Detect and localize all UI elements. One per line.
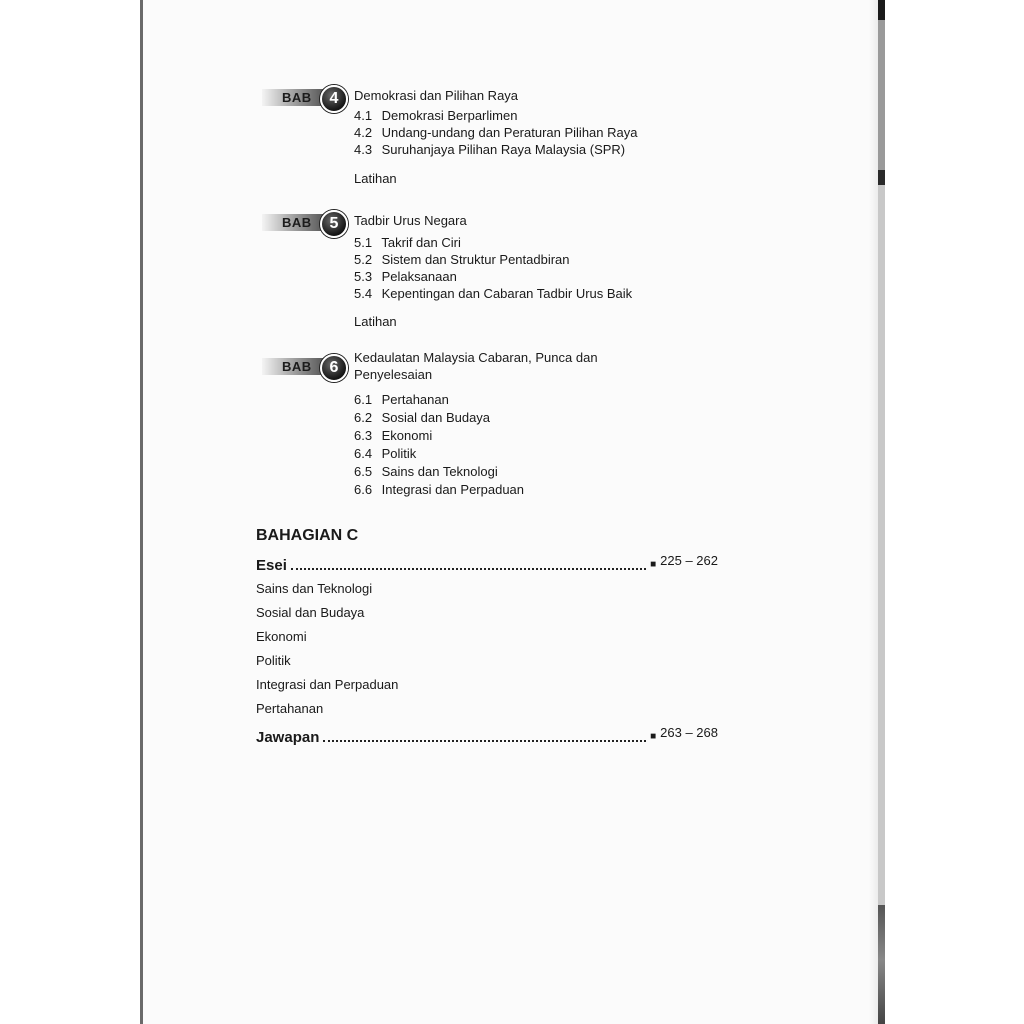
square-bullet-icon: ■ xyxy=(650,559,657,570)
chapter-badge xyxy=(262,86,354,108)
section-number: 5.4 xyxy=(354,286,373,301)
toc-entry-label: Esei xyxy=(256,557,287,574)
section-title: Sistem dan Struktur Pentadbiran xyxy=(381,252,570,267)
book-edge-strip xyxy=(878,0,885,1024)
toc-entry-esei xyxy=(256,554,718,574)
chapter-title-line: Kedaulatan Malaysia Cabaran, Punca dan xyxy=(354,350,598,365)
topic-item: Ekonomi xyxy=(256,629,307,644)
topic-item: Pertahanan xyxy=(256,701,324,716)
section-item xyxy=(354,481,524,499)
exercise-label: Latihan xyxy=(354,314,397,329)
section-item xyxy=(354,268,632,285)
chapter-title-line: Penyelesaian xyxy=(354,367,433,382)
bab-label: BAB xyxy=(282,359,312,374)
section-item xyxy=(354,124,637,141)
section-list xyxy=(354,107,637,158)
section-title: Pertahanan xyxy=(381,392,449,407)
chapter-title: Tadbir Urus Negara xyxy=(354,213,467,228)
topic-item: Sosial dan Budaya xyxy=(256,605,365,620)
bab-label: BAB xyxy=(282,215,312,230)
section-title: Ekonomi xyxy=(381,428,433,443)
section-item xyxy=(354,445,524,463)
section-item xyxy=(354,391,524,409)
exercise-label: Latihan xyxy=(354,171,397,186)
section-item xyxy=(354,107,637,124)
dot-leader xyxy=(323,739,646,742)
section-item xyxy=(354,251,632,268)
section-item xyxy=(354,463,524,481)
section-item xyxy=(354,285,632,302)
chapter-title xyxy=(354,349,674,383)
section-item xyxy=(354,234,632,251)
section-number: 5.3 xyxy=(354,269,373,284)
section-title: Kepentingan dan Cabaran Tadbir Urus Baik xyxy=(381,286,633,301)
section-title: Pelaksanaan xyxy=(381,269,457,284)
square-bullet-icon: ■ xyxy=(650,731,657,742)
section-title: Sains dan Teknologi xyxy=(381,464,498,479)
toc-entry-jawapan xyxy=(256,726,718,746)
section-item xyxy=(354,141,637,158)
chapter-badge xyxy=(262,355,354,377)
chapter-number: 6 xyxy=(320,354,348,382)
section-number: 4.3 xyxy=(354,142,373,157)
section-number: 6.2 xyxy=(354,410,373,425)
section-number: 6.1 xyxy=(354,392,373,407)
chapter-number: 5 xyxy=(320,210,348,238)
scan-margin-left xyxy=(0,0,140,1024)
section-title: Sosial dan Budaya xyxy=(381,410,491,425)
section-list xyxy=(354,234,632,302)
bab-label: BAB xyxy=(282,90,312,105)
section-number: 6.5 xyxy=(354,464,373,479)
chapter-badge xyxy=(262,211,354,233)
chapter-title: Demokrasi dan Pilihan Raya xyxy=(354,88,519,103)
section-title: Demokrasi Berparlimen xyxy=(381,108,518,123)
section-list xyxy=(354,391,524,499)
section-number: 4.1 xyxy=(354,108,373,123)
section-title: Undang-undang dan Peraturan Pilihan Raya xyxy=(381,125,638,140)
section-number: 5.1 xyxy=(354,235,373,250)
chapter-number: 4 xyxy=(320,85,348,113)
part-heading: BAHAGIAN C xyxy=(256,527,359,544)
section-title: Suruhanjaya Pilihan Raya Malaysia (SPR) xyxy=(381,142,626,157)
section-number: 6.3 xyxy=(354,428,373,443)
topic-item: Politik xyxy=(256,653,291,668)
section-number: 6.6 xyxy=(354,482,373,497)
scan-margin-right xyxy=(878,0,1024,1024)
page-range: 225 – 262 xyxy=(660,553,718,568)
section-title: Integrasi dan Perpaduan xyxy=(381,482,525,497)
section-item xyxy=(354,409,524,427)
topic-list xyxy=(256,580,398,724)
section-title: Politik xyxy=(381,446,417,461)
section-number: 6.4 xyxy=(354,446,373,461)
toc-entry-label: Jawapan xyxy=(256,729,320,746)
topic-item: Sains dan Teknologi xyxy=(256,581,373,596)
section-number: 5.2 xyxy=(354,252,373,267)
section-number: 4.2 xyxy=(354,125,373,140)
topic-item: Integrasi dan Perpaduan xyxy=(256,677,399,692)
section-item xyxy=(354,427,524,445)
section-title: Takrif dan Ciri xyxy=(381,235,461,250)
dot-leader xyxy=(291,567,646,570)
page-range: 263 – 268 xyxy=(660,725,718,740)
